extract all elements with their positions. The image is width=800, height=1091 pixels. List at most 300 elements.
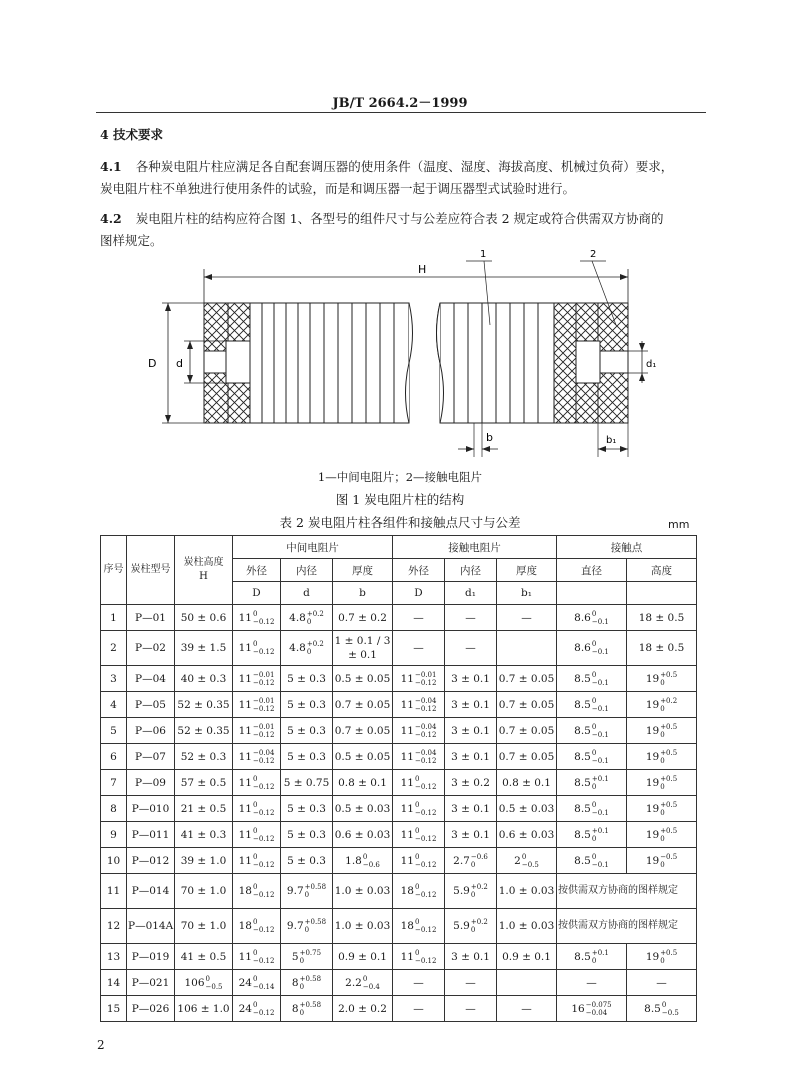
cell-outer-D2-value: — (413, 642, 424, 654)
cell-contact-diam-value: 8.5 (574, 776, 591, 789)
cell-inner-d-tolerance (300, 1001, 321, 1017)
cell-outer-D-upper: −0.04 (252, 748, 275, 757)
para-4-2-line2: 图样规定。 (100, 233, 163, 248)
cell-thick-b1 (497, 848, 557, 874)
cell-model-value: P—02 (135, 642, 166, 654)
cell-inner-d-upper: +0.58 (304, 918, 327, 926)
cell-model-value: P—011 (131, 828, 170, 841)
cell-outer-D2-value: 11 (400, 698, 414, 711)
cell-height (175, 631, 233, 666)
cell-height (175, 909, 233, 944)
cell-thick-b-value: 0.9 ± 0.1 (338, 950, 387, 963)
cell-outer-D2 (393, 666, 445, 692)
cell-inner-d1-value: 5.9 (453, 885, 470, 897)
cell-inner-d-value: 5 ± 0.3 (287, 724, 326, 737)
cell-contact-height-value: 19 (645, 950, 660, 963)
cell-outer-D-value: 11 (238, 642, 252, 654)
cell-contact-diam (557, 718, 627, 744)
cell-outer-D2 (393, 848, 445, 874)
section-heading: 4 技术要求 (100, 127, 164, 142)
cell-inner-d1-value: 2.7 (453, 854, 470, 867)
cell-outer-D2-upper: −0.04 (414, 696, 437, 705)
cell-seq-value: 1 (110, 611, 117, 624)
header-sym-d: d (281, 582, 333, 605)
cell-inner-d1-value: 3 ± 0.1 (451, 950, 490, 963)
cell-height-value: 41 ± 0.5 (180, 950, 227, 963)
header-contact-piece: 接触电阻片 (393, 536, 557, 559)
header-contact-point: 接触点 (557, 536, 697, 559)
cell-inner-d-value: 5 ± 0.75 (283, 776, 330, 789)
cell-contact-height-lower: 0 (660, 808, 665, 817)
cell-height (175, 770, 233, 796)
cell-outer-D-value: 24 (238, 976, 252, 989)
cell-contact-diam-tolerance (592, 853, 609, 869)
cell-seq-value: 9 (110, 828, 117, 841)
para-4-2-line1 (100, 208, 664, 230)
cell-outer-D-upper: 0 (252, 1000, 258, 1009)
cell-outer-D2-value: 18 (400, 920, 414, 932)
header-height-sym: H (199, 571, 208, 582)
cell-contact-height-tolerance (660, 671, 677, 687)
cell-inner-d (281, 944, 333, 970)
cell-thick-b-value: 0.5 ± 0.03 (334, 802, 391, 815)
cell-contact-diam-lower: −0.1 (591, 808, 609, 817)
cell-thick-b-value: 0.7 ± 0.05 (334, 698, 391, 711)
cell-seq-value: 8 (110, 802, 117, 815)
cell-outer-D-lower: −0.12 (252, 648, 275, 656)
label-b: b (486, 431, 493, 444)
left-column-body (204, 303, 413, 423)
cell-contact-diam-value: — (586, 976, 597, 989)
cell-thick-b-value: 0.5 ± 0.05 (334, 672, 391, 685)
cell-outer-D (233, 909, 281, 944)
cell-inner-d (281, 605, 333, 631)
cell-contact-diam (557, 996, 627, 1022)
cell-inner-d1-tolerance (471, 853, 488, 869)
cell-outer-D-lower: −0.12 (252, 704, 275, 713)
cell-outer-D2-upper: 0 (414, 774, 420, 783)
header-sym-D2: D (393, 582, 445, 605)
cell-contact-diam-value: 8.5 (574, 828, 591, 841)
cell-outer-D2 (393, 822, 445, 848)
cell-contact-diam (557, 744, 627, 770)
cell-contact-height-value: 19 (645, 724, 660, 737)
cell-model (127, 718, 175, 744)
cell-inner-d-value: 5 (291, 950, 299, 963)
cell-contact-diam-upper: +0.1 (591, 948, 609, 957)
cell-contact-height-lower: 0 (660, 956, 665, 965)
cell-contact-diam-upper: 0 (591, 722, 597, 731)
cell-inner-d-lower: 0 (304, 891, 310, 899)
cell-outer-D2-upper: 0 (414, 852, 420, 861)
cell-thick-b1-value: 0.7 ± 0.05 (498, 750, 555, 763)
cell-model-value: P—04 (135, 672, 166, 685)
cell-contact-diam-upper: −0.075 (585, 1000, 612, 1009)
cell-contact-diam (557, 822, 627, 848)
cell-contact-diam-value: 8.5 (574, 698, 591, 711)
cell-outer-D2-tolerance (415, 853, 436, 869)
cell-contact-diam-upper: 0 (591, 670, 597, 679)
cell-contact-diam (557, 631, 627, 666)
callout-1: 1 (480, 249, 487, 260)
cell-model (127, 605, 175, 631)
cell-seq (101, 744, 127, 770)
header-middle-piece: 中间电阻片 (233, 536, 393, 559)
cell-inner-d-value: 5 ± 0.3 (287, 828, 326, 841)
cell-thick-b1 (497, 692, 557, 718)
cell-model-value: P—012 (131, 854, 170, 867)
cell-outer-D-value: 24 (238, 1002, 252, 1015)
cell-outer-D2 (393, 744, 445, 770)
cell-inner-d1 (445, 692, 497, 718)
cell-outer-D2-value: 18 (400, 885, 414, 897)
cell-inner-d-tolerance (300, 975, 321, 991)
cell-outer-D-tolerance (253, 949, 274, 965)
cell-contact-diam-upper: +0.1 (591, 774, 609, 783)
cell-contact-height-value: — (656, 976, 667, 989)
cell-inner-d-value: 5 ± 0.3 (287, 750, 326, 763)
cell-inner-d (281, 848, 333, 874)
table-row (101, 692, 697, 718)
cell-seq (101, 874, 127, 909)
cell-contact-height-value: 19 (645, 776, 660, 789)
cell-thick-b (333, 666, 393, 692)
cell-outer-D2-tolerance (415, 918, 436, 934)
cell-height-value: 57 ± 0.5 (180, 776, 227, 789)
cell-model-value: P—01 (135, 611, 166, 624)
cell-thick-b (333, 770, 393, 796)
cell-inner-d (281, 909, 333, 944)
header-sym-D: D (233, 582, 281, 605)
cell-outer-D2-value: — (413, 1002, 424, 1015)
cell-model-value: P—014 (131, 885, 170, 897)
cell-contact-height-upper: +0.5 (660, 948, 678, 957)
cell-outer-D (233, 796, 281, 822)
cell-thick-b1 (497, 822, 557, 848)
cell-model (127, 744, 175, 770)
cell-contact-height-tolerance (660, 749, 677, 765)
table-row (101, 718, 697, 744)
cell-inner-d1-value: 3 ± 0.1 (451, 724, 490, 737)
cell-seq (101, 822, 127, 848)
cell-inner-d1 (445, 909, 497, 944)
cell-seq (101, 631, 127, 666)
cell-height (175, 744, 233, 770)
cell-contact-diam-tolerance (592, 749, 609, 765)
cell-contact-height-upper: +0.2 (660, 696, 678, 705)
cell-outer-D-lower: −0.12 (252, 956, 275, 965)
cell-contact-height (627, 718, 697, 744)
cell-outer-D (233, 692, 281, 718)
dimension-table (100, 535, 697, 1022)
cell-contact-height (627, 666, 697, 692)
cell-inner-d-value: 8 (291, 976, 299, 989)
cell-outer-D-lower: −0.12 (252, 782, 275, 791)
cell-thick-b-upper: 0 (362, 974, 368, 983)
cell-thick-b (333, 848, 393, 874)
cell-outer-D-lower: −0.12 (252, 926, 275, 934)
cell-seq-value: 13 (106, 950, 121, 963)
cell-outer-D-upper: 0 (252, 640, 258, 648)
cell-thick-b-value: 1 ± 0.1 / 3 ± 0.1 (334, 635, 391, 661)
cell-outer-D-tolerance (253, 801, 274, 817)
cell-contact-diam-lower: −0.1 (591, 730, 609, 739)
cell-thick-b1-value: 0.7 ± 0.05 (498, 672, 555, 685)
cell-outer-D2-lower: −0.12 (414, 756, 437, 765)
cell-outer-D2-value: — (413, 611, 424, 624)
table-row (101, 996, 697, 1022)
cell-thick-b (333, 692, 393, 718)
cell-model (127, 970, 175, 996)
cell-thick-b-value: 2.0 ± 0.2 (338, 1002, 387, 1015)
cell-seq (101, 605, 127, 631)
cell-outer-D-lower: −0.12 (252, 808, 275, 817)
cell-outer-D-upper: 0 (252, 974, 258, 983)
cell-thick-b1 (497, 909, 557, 944)
cell-contact-merged: 按供需双方协商的图样规定 (557, 909, 697, 944)
cell-contact-height-upper: 0 (661, 1000, 667, 1009)
page-number: 2 (97, 1038, 105, 1052)
cell-height-value: 70 ± 1.0 (180, 920, 227, 932)
cell-height (175, 718, 233, 744)
cell-inner-d-value: 5 ± 0.3 (287, 854, 326, 867)
cell-outer-D-tolerance (253, 827, 274, 843)
cell-outer-D-tolerance (253, 775, 274, 791)
cell-outer-D (233, 874, 281, 909)
cell-contact-diam-value: 8.5 (574, 724, 591, 737)
cell-outer-D-lower: −0.12 (252, 756, 275, 765)
cell-contact-height-value: 19 (645, 854, 660, 867)
cell-inner-d1-lower: 0 (470, 860, 476, 869)
cell-outer-D-lower: −0.12 (252, 730, 275, 739)
cell-inner-d1-value: — (465, 611, 476, 624)
cell-outer-D-upper: −0.01 (252, 670, 275, 679)
cell-thick-b (333, 744, 393, 770)
cell-inner-d (281, 631, 333, 666)
cell-seq (101, 770, 127, 796)
cell-model-value: P—010 (131, 802, 170, 815)
cell-contact-diam-tolerance (592, 671, 609, 687)
cell-inner-d1-tolerance (471, 918, 488, 934)
cell-thick-b1-value: 0.8 ± 0.1 (502, 776, 551, 789)
label-d1: d₁ (646, 359, 657, 370)
cell-outer-D2-value: 11 (400, 950, 414, 963)
cell-contact-diam-lower: −0.1 (591, 648, 609, 656)
cell-contact-height-lower: 0 (660, 704, 665, 713)
cell-outer-D2-upper: −0.01 (414, 670, 437, 679)
cell-outer-D2-lower: −0.12 (414, 860, 437, 869)
cell-outer-D2-lower: −0.12 (414, 704, 437, 713)
cell-inner-d-value: 8 (291, 1002, 299, 1015)
header-diam: 直径 (557, 559, 627, 582)
cell-thick-b (333, 796, 393, 822)
cell-outer-D2-tolerance (415, 949, 436, 965)
cell-outer-D-value: 11 (238, 828, 252, 841)
header-sym-b1: b₁ (497, 582, 557, 605)
cell-height-lower: −0.5 (205, 982, 223, 991)
cell-inner-d1-upper: −0.6 (470, 852, 488, 861)
cell-thick-b-tolerance (363, 853, 380, 869)
cell-contact-height-upper: +0.5 (660, 774, 678, 783)
cell-outer-D2 (393, 718, 445, 744)
cell-outer-D2 (393, 874, 445, 909)
cell-contact-diam-lower: −0.1 (591, 678, 609, 687)
cell-inner-d-tolerance (300, 949, 321, 965)
para-4-2-number: 4.2 (100, 211, 122, 226)
cell-contact-height-upper: +0.5 (660, 826, 678, 835)
header-inner2: 内径 (445, 559, 497, 582)
cell-contact-diam-tolerance (592, 610, 609, 626)
cell-outer-D2 (393, 770, 445, 796)
para-4-1-number: 4.1 (100, 159, 122, 174)
cell-thick-b1 (497, 770, 557, 796)
cell-outer-D-value: 11 (238, 698, 252, 711)
header-outer: 外径 (233, 559, 281, 582)
cell-height (175, 666, 233, 692)
cell-inner-d1 (445, 744, 497, 770)
para-4-1-line2: 炭电阻片柱不单独进行使用条件的试验，而是和调压器一起于调压器型式试验时进行。 (100, 181, 576, 196)
cell-inner-d-upper: +0.75 (299, 948, 322, 957)
cell-outer-D2 (393, 605, 445, 631)
para-4-1-text1: 各种炭电阻片柱应满足各自配套调压器的使用条件（温度、湿度、海拔高度、机械过负荷）要求， (135, 159, 674, 174)
cell-outer-D-tolerance (253, 975, 274, 991)
cell-height-value: 21 ± 0.5 (180, 802, 227, 815)
cell-contact-diam-upper: 0 (591, 748, 597, 757)
cell-inner-d-tolerance (305, 918, 326, 934)
cell-seq-value: 2 (110, 642, 117, 654)
cell-outer-D-tolerance (253, 697, 274, 713)
header-seq: 序号 (101, 536, 127, 605)
cell-inner-d1-value: — (465, 1002, 476, 1015)
cell-height (175, 874, 233, 909)
label-d: d (176, 357, 183, 370)
cell-height-value: 70 ± 1.0 (180, 885, 227, 897)
cell-contact-height-lower: 0 (660, 782, 665, 791)
cell-model (127, 874, 175, 909)
cell-contact-diam-tolerance (592, 775, 609, 791)
cell-inner-d1-lower: 0 (470, 926, 476, 934)
cell-seq (101, 796, 127, 822)
cell-outer-D-tolerance (253, 749, 274, 765)
cell-outer-D-value: 18 (238, 885, 252, 897)
cell-inner-d-value: 4.8 (289, 611, 306, 624)
cell-inner-d-lower: 0 (306, 617, 312, 626)
cell-contact-height (627, 796, 697, 822)
cell-thick-b-value: 0.6 ± 0.03 (334, 828, 391, 841)
cell-contact-diam-lower: −0.04 (585, 1008, 608, 1017)
cell-inner-d1 (445, 796, 497, 822)
cell-outer-D-tolerance (253, 671, 274, 687)
cell-thick-b1 (497, 744, 557, 770)
cell-contact-height-lower: −0.5 (661, 1008, 679, 1017)
table-unit: mm (668, 518, 690, 531)
cell-thick-b1-value: 0.7 ± 0.05 (498, 698, 555, 711)
cell-seq-value: 15 (106, 1002, 121, 1015)
cell-inner-d1 (445, 874, 497, 909)
cell-contact-height-upper: +0.5 (660, 670, 678, 679)
cell-thick-b1-value: 0.5 ± 0.03 (498, 802, 555, 815)
table-row (101, 909, 697, 944)
cell-height-value: 39 ± 1.5 (180, 642, 227, 654)
cell-outer-D2-lower: −0.12 (414, 782, 437, 791)
cell-outer-D-value: 18 (238, 920, 252, 932)
cell-outer-D2 (393, 996, 445, 1022)
cell-seq (101, 692, 127, 718)
cell-inner-d1-value: 3 ± 0.1 (451, 672, 490, 685)
cell-thick-b1-value: 0.9 ± 0.1 (502, 950, 551, 963)
cell-contact-diam-value: 8.6 (574, 642, 591, 654)
cell-thick-b-value: 0.7 ± 0.05 (334, 724, 391, 737)
cell-inner-d1 (445, 996, 497, 1022)
cell-inner-d1-value: 3 ± 0.1 (451, 698, 490, 711)
cell-contact-height (627, 848, 697, 874)
cell-inner-d1-value: — (465, 976, 476, 989)
cell-height (175, 848, 233, 874)
cell-contact-height (627, 770, 697, 796)
cell-outer-D-upper: 0 (252, 609, 258, 618)
cell-thick-b1-value: 0.6 ± 0.03 (498, 828, 555, 841)
cell-height (175, 970, 233, 996)
cell-seq-value: 14 (106, 976, 121, 989)
cell-model-value: P—07 (135, 750, 166, 763)
cell-inner-d (281, 796, 333, 822)
cell-inner-d1-value: — (465, 642, 476, 654)
cell-outer-D2-value: 11 (400, 750, 414, 763)
cell-contact-diam-tolerance (592, 640, 609, 656)
cell-outer-D2-tolerance (415, 723, 436, 739)
header-height2: 高度 (627, 559, 697, 582)
cell-contact-diam (557, 770, 627, 796)
cell-thick-b-value: 1.8 (345, 854, 362, 867)
cell-inner-d1-value: 3 ± 0.1 (451, 750, 490, 763)
cell-seq (101, 666, 127, 692)
cell-seq (101, 909, 127, 944)
cell-contact-diam (557, 666, 627, 692)
cell-contact-height-upper: +0.5 (660, 800, 678, 809)
cell-height (175, 996, 233, 1022)
cell-outer-D2-tolerance (415, 883, 436, 899)
cell-outer-D2-lower: −0.12 (414, 730, 437, 739)
cell-outer-D (233, 970, 281, 996)
cell-inner-d-tolerance (307, 610, 324, 626)
cell-outer-D (233, 996, 281, 1022)
cell-contact-height-tolerance (660, 827, 677, 843)
cell-inner-d1 (445, 718, 497, 744)
cell-inner-d1-upper: +0.2 (470, 883, 488, 891)
cell-inner-d-lower: 0 (299, 982, 305, 991)
cell-outer-D-lower: −0.12 (252, 860, 275, 869)
cell-thick-b1 (497, 874, 557, 909)
cell-thick-b-lower: −0.4 (362, 982, 380, 991)
cell-outer-D2-value: 11 (400, 854, 414, 867)
cell-contact-diam-tolerance (586, 1001, 612, 1017)
cell-contact-height-value: 19 (645, 828, 660, 841)
cell-outer-D2-value: 11 (400, 802, 414, 815)
cell-seq (101, 718, 127, 744)
cell-outer-D2-lower: −0.12 (414, 808, 437, 817)
cell-contact-height-value: 18 ± 0.5 (638, 611, 685, 624)
cell-height-value: 52 ± 0.35 (177, 724, 230, 737)
cell-model (127, 796, 175, 822)
cell-seq-value: 7 (110, 776, 117, 789)
cell-contact-diam-value: 8.5 (574, 750, 591, 763)
cell-contact-height (627, 944, 697, 970)
cell-inner-d-value: 5 ± 0.3 (287, 672, 326, 685)
cell-outer-D2-upper: 0 (414, 800, 420, 809)
cell-contact-diam (557, 605, 627, 631)
cell-inner-d1-value: 5.9 (453, 920, 470, 932)
cell-thick-b (333, 718, 393, 744)
